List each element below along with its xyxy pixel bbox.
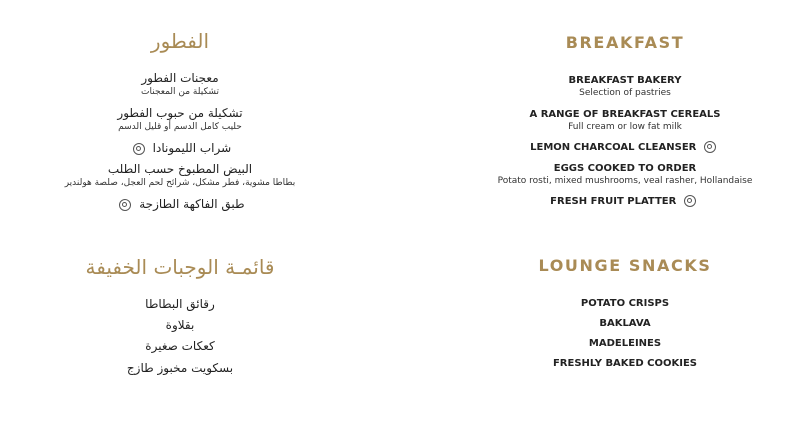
arabic-breakfast-item [40,106,320,133]
arabic-breakfast-item [40,197,320,212]
item-description: Selection of pastries [579,88,671,98]
item-name: تشكيلة من حبوب الفطور [117,106,243,120]
arabic-snack-item: كعكات صغيرة [145,339,215,353]
item-description: حليب كامل الدسم أو قليل الدسم [118,122,242,132]
english-snack-item: MADELEINES [588,338,662,349]
item-name: EGGS COOKED TO ORDER [553,163,697,174]
item-name: البيض المطبوخ حسب الطلب [107,162,253,176]
english-snack-item: BAKLAVA [599,318,651,329]
english-breakfast-item [480,74,770,99]
item-description: تشكيلة من المعجنات [141,87,219,97]
arabic-snacks-section [40,254,320,280]
vegetarian-badge-icon [684,195,696,207]
english-breakfast-item [480,108,770,133]
english-breakfast-item [480,162,770,187]
arabic-breakfast-title: الفطور [150,29,210,53]
english-breakfast-item [480,195,770,208]
vegetarian-badge-icon [133,143,145,155]
english-snacks-title: LOUNGE SNACKS [538,256,712,275]
english-snacks-section [480,255,770,277]
item-name: BREAKFAST BAKERY [568,75,682,86]
item-name: LEMON CHARCOAL CLEANSER [530,142,697,153]
arabic-snack-item: بسكويت مخبوز طازج [126,361,234,375]
arabic-snack-item: رقائق البطاطا [145,297,215,311]
english-breakfast-item [480,141,770,154]
item-name: A RANGE OF BREAKFAST CEREALS [529,109,721,120]
item-name: شراب الليمونادا [152,141,232,155]
arabic-snacks-title: قائمـة الوجبات الخفيفة [85,255,275,279]
arabic-breakfast-section [40,28,320,54]
item-description: بطاطا مشوية، فطر مشكل، شرائح لحم العجل، صلصة هولندير [64,178,296,188]
english-breakfast-section [480,32,770,54]
vegetarian-badge-icon [119,199,131,211]
english-breakfast-title: BREAKFAST [565,33,685,52]
item-name: طبق الفاكهة الطازجة [139,197,245,211]
item-name: FRESH FRUIT PLATTER [550,196,677,207]
item-description: Potato rosti, mixed mushrooms, veal rasher, Hollandaise [497,176,753,186]
english-snack-item: POTATO CRISPS [580,298,670,309]
arabic-breakfast-item [40,162,320,189]
item-name: معجنات الفطور [141,71,219,85]
arabic-snack-item: بقلاوة [165,318,195,332]
vegetarian-badge-icon [704,141,716,153]
english-snack-item: FRESHLY BAKED COOKIES [552,358,698,369]
arabic-breakfast-item [40,141,320,156]
item-description: Full cream or low fat milk [568,122,682,132]
arabic-breakfast-item [40,71,320,98]
